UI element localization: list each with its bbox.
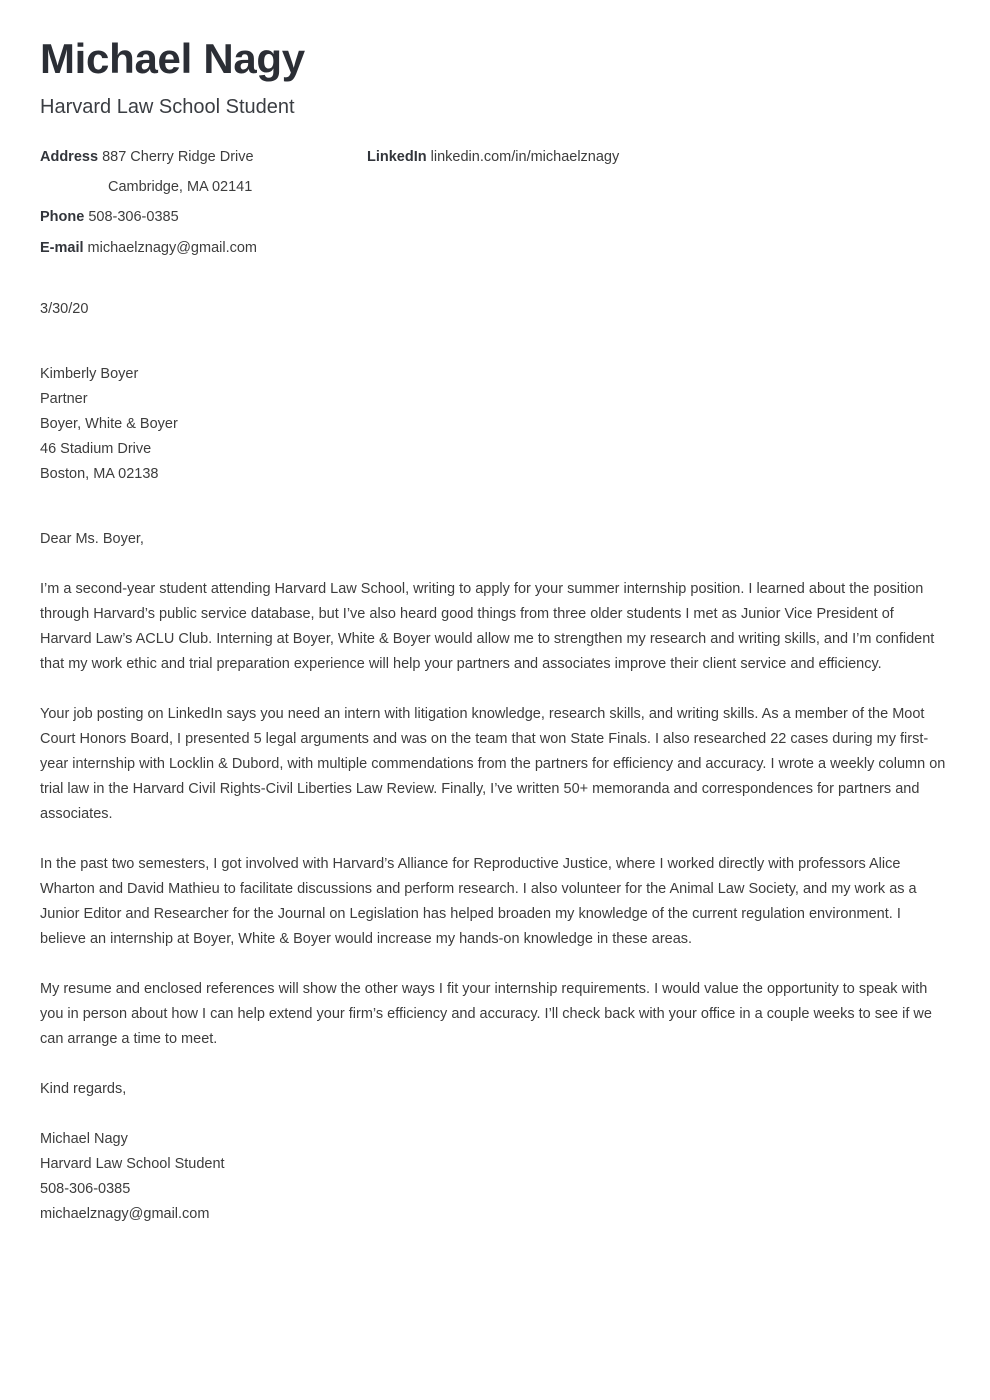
recipient-city-state-zip: Boston, MA 02138 [40,465,159,482]
recipient-company: Boyer, White & Boyer [40,415,178,432]
applicant-job-title: Harvard Law School Student [40,96,295,119]
phone-value: 508-306-0385 [88,209,179,226]
contact-row-phone [40,208,367,226]
contact-column-right [367,148,948,166]
signature-email[interactable]: michaelznagy@gmail.com [40,1205,210,1222]
salutation: Dear Ms. Boyer, [40,530,144,547]
page-title: Michael Nagy [40,35,305,82]
body-paragraph: In the past two semesters, I got involved with Harvard’s Alliance for Reproductive Justice, where I worked directly with professors Alice Wharton and David Mathieu to facilitate discussions and perform research. I also volunteer for the Animal Law Society, and my work as a Junior Editor and Researcher for the Journal on Legislation has helped broaden my knowledge of the current regulation environment. I believe an internship at Boyer, White & Boyer would increase my hands-on knowledge in these areas. [40,855,917,947]
closing-salutation: Kind regards, [40,1080,127,1097]
signature-name: Michael Nagy [40,1130,128,1147]
signature-block [40,1127,948,1227]
letter-date: 3/30/20 [40,300,89,317]
recipient-name: Kimberly Boyer [40,365,139,382]
recipient-title: Partner [40,390,88,407]
body-paragraph: I’m a second-year student attending Harvard Law School, writing to apply for your summer internship position. I learned about the position through Harvard’s public service database, but I’ve also heard good things from three older students I met as Junior Vice President of Harvard Law’s ACLU Club. Interning at Boyer, White & Boyer would allow me to strengthen my research and writing skills, and I’m confident that my work ethic and trial preparation experience will help your partners and associates improve their client service and efficiency. [40,580,935,672]
contact-row-address [40,148,367,166]
letter-header [40,36,948,119]
recipient-address-block [40,362,948,487]
email-label: E-mail [40,239,84,256]
contact-row-email [40,239,367,257]
recipient-street: 46 Stadium Drive [40,440,152,457]
address-line-2: Cambridge, MA 02141 [108,179,253,196]
contact-column-left [40,148,367,257]
linkedin-label: LinkedIn [367,149,427,166]
signature-job-title: Harvard Law School Student [40,1155,225,1172]
phone-label: Phone [40,209,85,226]
body-paragraph: My resume and enclosed references will show the other ways I fit your internship requirements. I would value the opportunity to speak with you in person about how I can help extend your firm’s efficiency and accuracy. I’ll check back with your office in a couple weeks to see if we can arrange a time to meet. [40,980,932,1047]
address-line-1: 887 Cherry Ridge Drive [102,149,254,166]
address-label: Address [40,149,99,166]
signature-phone: 508-306-0385 [40,1180,131,1197]
letter-body [40,577,948,1052]
contact-row-linkedin [367,148,948,166]
body-paragraph: Your job posting on LinkedIn says you need an intern with litigation knowledge, research skills, and writing skills. As a member of the Moot Court Honors Board, I presented 5 legal arguments and was on the team that won State Finals. I also researched 22 cases during my first-year internship with Locklin & Dubord, with multiple commendations from the partners for efficiency and accuracy. I wrote a weekly column on trial law in the Harvard Civil Rights-Civil Liberties Law Review. Finally, I’ve written 50+ memoranda and correspondences for partners and associates. [40,705,946,822]
linkedin-value[interactable]: linkedin.com/in/michaelznagy [430,149,620,166]
email-value[interactable]: michaelznagy@gmail.com [87,239,257,256]
contact-details [40,148,948,257]
